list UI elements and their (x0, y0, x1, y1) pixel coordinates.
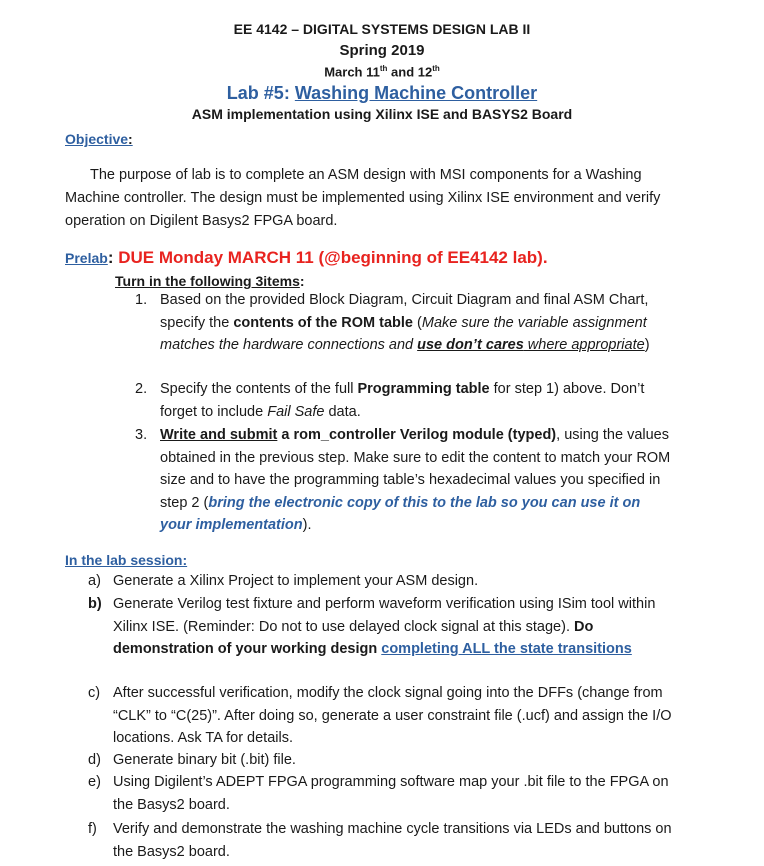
text-run: bring the electronic copy of this to the lab so you can use it on your implementation (160, 494, 641, 533)
text-run: Do demonstration of your working design (113, 618, 594, 657)
text-run: completing ALL the state transitions (381, 641, 632, 657)
text-run: Make sure the variable assignment matches the hardware connections and (160, 314, 647, 353)
prelab-due: DUE Monday MARCH 11 (@beginning of EE4142 lab). (113, 248, 548, 267)
session-item (88, 570, 678, 593)
item-text (160, 424, 675, 537)
session-item (88, 749, 678, 772)
item-text: Generate binary bit (.bit) file. (113, 752, 296, 768)
turnin-colon: : (299, 273, 305, 289)
text-run: Generate Verilog test fixture and perform waveform verification using ISim tool within Xilinx ISE. (Reminder: Do not to use delayed clock signal at this stage). (113, 596, 656, 635)
text-run: ). (302, 517, 312, 533)
item-text (113, 593, 678, 661)
prelab-item (135, 289, 675, 357)
date-sup: th (432, 64, 440, 73)
text-run: data. (324, 403, 361, 420)
date-sup: th (379, 64, 388, 73)
item-number: c) (88, 685, 101, 701)
lab-title (0, 83, 764, 104)
text-run: Write and submit (160, 427, 278, 443)
date-part: and 12 (387, 64, 433, 80)
session-heading: In the lab session: (65, 552, 188, 568)
text-run: Programming table (357, 381, 490, 397)
prelab-heading (65, 248, 548, 268)
objective-label: Objective (65, 131, 129, 147)
text-run: for step 1) above. Don’t forget to include (160, 381, 645, 420)
lab-subtitle: ASM implementation using Xilinx ISE and BASYS2 Board (191, 106, 573, 122)
turnin-heading (115, 273, 305, 289)
objective-text: The purpose of lab is to complete an ASM design with MSI components for a Washing Machine controller. The design must be implemented using Xilinx ISE environment and verify operation on Digilent Basys2 FPGA board. (65, 167, 661, 229)
text-run: ) (644, 337, 650, 353)
lab-number: Lab #5: (226, 83, 295, 103)
session-item (88, 818, 678, 863)
text-run: a rom_controller Verilog module (typed) (277, 427, 557, 443)
item-text (160, 289, 675, 357)
session-item (88, 593, 678, 661)
item-text: After successful verification, modify the clock signal going into the DFFs (change from “CLK” to “C(25)”. After doing so, generate a user constraint file (.ucf) and assign the I/O locations. Ask TA for details. (113, 685, 672, 746)
prelab-item (135, 378, 675, 423)
objective-heading (65, 131, 133, 147)
lab-dates (0, 64, 764, 79)
text-run: contents of the ROM table (233, 314, 413, 331)
item-number: b) (88, 596, 102, 612)
item-number: 3. (135, 427, 148, 443)
item-text (160, 378, 675, 423)
item-number: 2. (135, 381, 148, 397)
item-text: Generate a Xilinx Project to implement your ASM design. (113, 573, 479, 589)
session-item (88, 771, 678, 816)
turnin-label: Turn in the following 3items (115, 273, 300, 289)
prelab-colon: : (107, 248, 114, 267)
date-part: March 11 (324, 64, 380, 80)
item-text: Using Digilent’s ADEPT FPGA programming software map your .bit file to the FPGA on the Basys2 board. (113, 774, 669, 813)
text-run: Specify the contents of the full (160, 381, 358, 397)
objective-colon: : (128, 131, 133, 147)
text-run: Fail Safe (267, 403, 325, 420)
item-number: 1. (135, 292, 148, 308)
session-item (88, 682, 678, 750)
text-run: use don’t cares (417, 337, 524, 353)
course-title: EE 4142 – DIGITAL SYSTEMS DESIGN LAB II (233, 21, 531, 37)
semester: Spring 2019 (339, 42, 425, 59)
text-run: ( (413, 314, 422, 331)
prelab-label: Prelab (65, 250, 108, 266)
item-text: Verify and demonstrate the washing machine cycle transitions via LEDs and buttons on the Basys2 board. (113, 821, 672, 860)
item-number: e) (88, 774, 101, 790)
lab-name: Washing Machine Controller (294, 83, 538, 103)
item-number: f) (88, 821, 97, 837)
item-number: a) (88, 573, 101, 589)
text-run: where appropriate (523, 337, 645, 353)
item-number: d) (88, 752, 101, 768)
text-run: Based on the provided Block Diagram, Circuit Diagram and final ASM Chart, specify the (160, 292, 649, 331)
prelab-item (135, 424, 675, 537)
text-run: , using the values obtained in the previous step. Make sure to edit the content to match your ROM size and to have the programming table’s hexadecimal values you specified in step 2 ( (160, 427, 671, 511)
